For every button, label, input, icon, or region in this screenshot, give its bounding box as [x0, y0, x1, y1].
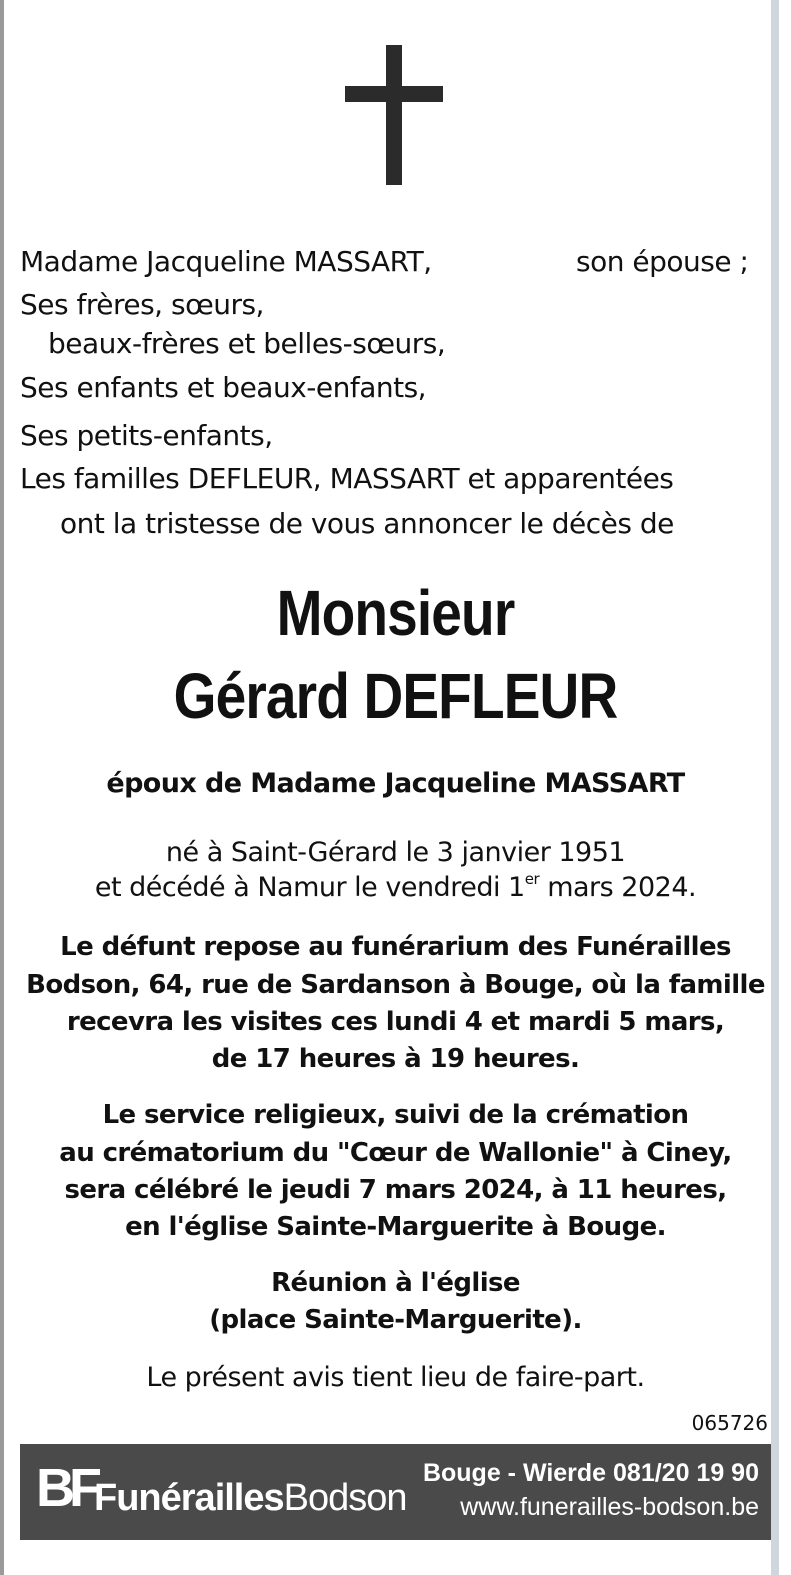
service-line-1: Le service religieux, suivi de la crémation	[102, 1100, 689, 1130]
meeting-line-1: Réunion à l'église	[271, 1268, 520, 1298]
family-line-children: Ses enfants et beaux-enfants,	[20, 371, 427, 404]
death-line-prefix: et décédé à Namur le vendredi 1	[94, 872, 525, 903]
death-line-ordinal: er	[524, 870, 540, 888]
family-line-in-laws: beaux-frères et belles-sœurs,	[48, 327, 446, 360]
cross-horizontal-bar	[345, 86, 443, 102]
family-line-grandchildren: Ses petits-enfants,	[20, 419, 273, 452]
brand-name	[94, 1474, 407, 1522]
death-line	[0, 871, 791, 905]
footer-banner	[20, 1444, 771, 1540]
brand-name-part-1: Funérailles	[94, 1477, 284, 1519]
family-line-siblings: Ses frères, sœurs,	[20, 288, 264, 321]
service-line-3: sera célébré le jeudi 7 mars 2024, à 11 heures,	[64, 1175, 727, 1205]
service-line-2: au crématorium du "Cœur de Wallonie" à Ciney,	[59, 1138, 732, 1168]
family-line-families: Les familles DEFLEUR, MASSART et apparentées	[20, 462, 674, 495]
spouse-line: époux de Madame Jacqueline MASSART	[106, 768, 685, 799]
funerarium-line-2: Bodson, 64, rue de Sardanson à Bouge, où la famille	[26, 970, 765, 1000]
birth-line: né à Saint-Gérard le 3 janvier 1951	[165, 837, 626, 868]
family-line-spouse-name: Madame Jacqueline MASSART,	[20, 245, 432, 278]
closing-line: Le présent avis tient lieu de faire-part.	[146, 1362, 645, 1393]
family-line-spouse-role: son épouse ;	[576, 245, 749, 278]
family-line-announcement: ont la tristesse de vous annoncer le décès de	[60, 507, 674, 540]
contact-website[interactable]: www.funerailles-bodson.be	[460, 1493, 759, 1521]
deceased-name: Gérard DEFLEUR	[173, 660, 618, 732]
funerarium-line-3: recevra les visites ces lundi 4 et mardi 5 mars,	[66, 1007, 725, 1037]
funerarium-line-4: de 17 heures à 19 heures.	[211, 1044, 580, 1074]
contact-phone: Bouge - Wierde 081/20 19 90	[422, 1459, 759, 1487]
meeting-line-2: (place Sainte-Marguerite).	[209, 1305, 582, 1335]
bodson-logo-icon: BF	[36, 1458, 96, 1518]
death-line-suffix: mars 2024.	[539, 872, 697, 903]
brand-name-part-2: Bodson	[283, 1477, 407, 1519]
service-line-4: en l'église Sainte-Marguerite à Bouge.	[125, 1212, 666, 1242]
funerarium-line-1: Le défunt repose au funérarium des Funérailles	[60, 932, 731, 962]
reference-number: 065726	[691, 1411, 768, 1435]
cross-vertical-bar	[386, 45, 402, 185]
deceased-title: Monsieur	[276, 577, 515, 649]
